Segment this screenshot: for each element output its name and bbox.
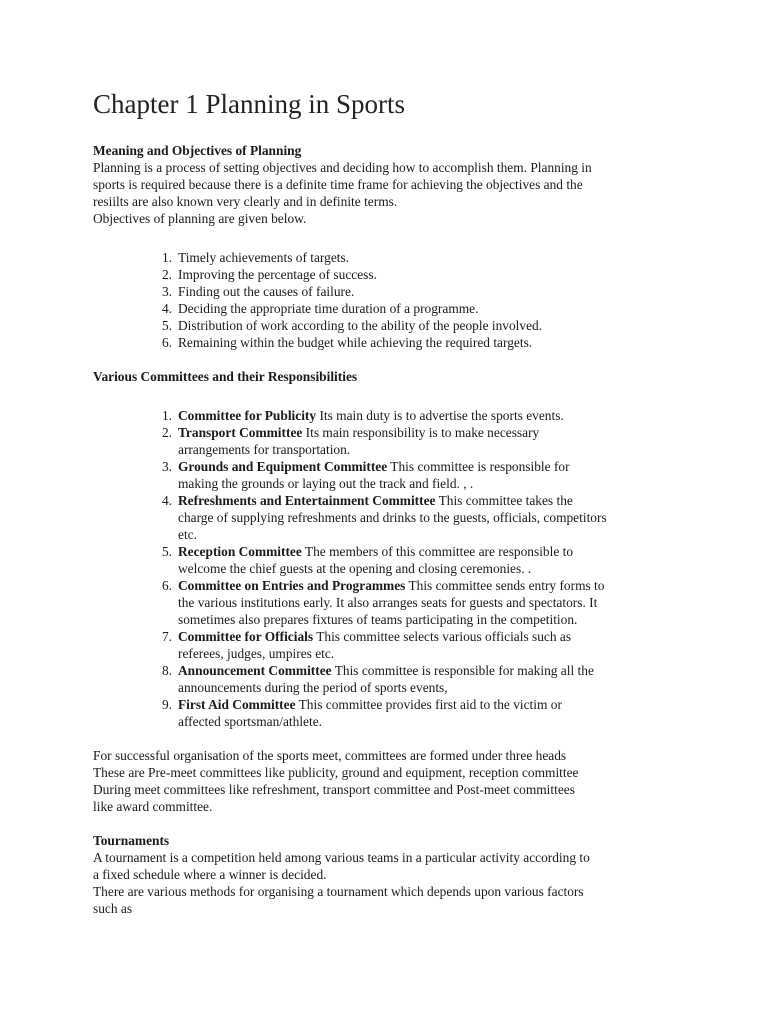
committee-desc: sometimes also prepares fixtures of teams participating in the competition. bbox=[178, 612, 578, 627]
committee-desc: This committee is responsible for making all the bbox=[331, 663, 594, 678]
committee-desc: welcome the chief guests at the opening and closing ceremonies. . bbox=[178, 561, 532, 576]
list-item bbox=[93, 577, 683, 628]
list-number: 5. bbox=[161, 318, 172, 333]
list-item-text: Deciding the appropriate time duration of a programme. bbox=[178, 301, 479, 316]
committees-list bbox=[93, 407, 683, 730]
committee-desc: This committee provides first aid to the victim or bbox=[295, 697, 562, 712]
paragraph-tournaments bbox=[93, 849, 683, 917]
list-item bbox=[93, 543, 683, 577]
text-line: Planning is a process of setting objectives and deciding how to accomplish them. Planning in bbox=[93, 160, 592, 175]
text-line: During meet committees like refreshment, transport committee and Post-meet committees bbox=[93, 782, 575, 797]
list-item-text: Distribution of work according to the ability of the people involved. bbox=[178, 318, 543, 333]
committee-desc: the various institutions early. It also arranges seats for guests and spectators. It bbox=[178, 595, 598, 610]
list-number: 4. bbox=[161, 493, 172, 508]
list-number: 2. bbox=[161, 267, 172, 282]
committee-name: First Aid Committee bbox=[178, 697, 296, 712]
page-title: Chapter 1 Planning in Sports bbox=[93, 89, 405, 119]
list-number: 6. bbox=[161, 578, 172, 593]
list-number: 5. bbox=[161, 544, 172, 559]
list-number: 1. bbox=[161, 408, 172, 423]
committee-desc: Its main responsibility is to make necessary bbox=[302, 425, 540, 440]
list-number: 7. bbox=[161, 629, 172, 644]
section-heading: Meaning and Objectives of Planning bbox=[93, 143, 302, 158]
committee-desc: charge of supplying refreshments and drinks to the guests, officials, competitors bbox=[178, 510, 607, 525]
list-item-text: Remaining within the budget while achieving the required targets. bbox=[178, 335, 533, 350]
committee-desc: This committee sends entry forms to bbox=[405, 578, 605, 593]
committee-desc: This committee is responsible for bbox=[387, 459, 570, 474]
committee-desc: affected sportsman/athlete. bbox=[178, 714, 323, 729]
committee-desc: arrangements for transportation. bbox=[178, 442, 351, 457]
list-item-text: Timely achievements of targets. bbox=[178, 250, 350, 265]
section-planning-meaning bbox=[93, 142, 683, 351]
committee-name: Grounds and Equipment Committee bbox=[178, 459, 388, 474]
committee-desc: announcements during the period of sports events, bbox=[178, 680, 448, 695]
committee-name: Committee for Officials bbox=[178, 629, 314, 644]
text-line: For successful organisation of the sports meet, committees are formed under three heads bbox=[93, 748, 567, 763]
list-item bbox=[93, 628, 683, 662]
text-line: A tournament is a competition held among various teams in a particular activity according to bbox=[93, 850, 590, 865]
committee-name: Committee for Publicity bbox=[178, 408, 317, 423]
committee-desc: This committee selects various officials such as bbox=[313, 629, 572, 644]
section-heading: Tournaments bbox=[93, 833, 170, 848]
committee-name: Announcement Committee bbox=[178, 663, 332, 678]
text-line: There are various methods for organising a tournament which depends upon various factors bbox=[93, 884, 584, 899]
list-item bbox=[93, 696, 683, 730]
committee-name: Reception Committee bbox=[178, 544, 302, 559]
list-number: 8. bbox=[161, 663, 172, 678]
list-number: 6. bbox=[161, 335, 172, 350]
committee-desc: Its main duty is to advertise the sports events. bbox=[316, 408, 564, 423]
text-line: a fixed schedule where a winner is decided. bbox=[93, 867, 327, 882]
list-number: 9. bbox=[161, 697, 172, 712]
section-tournaments bbox=[93, 832, 683, 917]
list-item bbox=[93, 334, 683, 351]
list-item-text: Improving the percentage of success. bbox=[178, 267, 377, 282]
list-item bbox=[93, 300, 683, 317]
objectives-list bbox=[93, 249, 683, 351]
text-line: like award committee. bbox=[93, 799, 213, 814]
committee-name: Committee on Entries and Programmes bbox=[178, 578, 406, 593]
list-number: 3. bbox=[161, 459, 172, 474]
list-item bbox=[93, 492, 683, 543]
list-item bbox=[93, 266, 683, 283]
text-line: sports is required because there is a definite time frame for achieving the objectives and the bbox=[93, 177, 583, 192]
section-committees bbox=[93, 368, 683, 815]
committee-desc: This committee takes the bbox=[435, 493, 573, 508]
list-item bbox=[93, 249, 683, 266]
list-item bbox=[93, 662, 683, 696]
section-heading: Various Committees and their Responsibilities bbox=[93, 369, 358, 384]
committee-name: Transport Committee bbox=[178, 425, 303, 440]
list-number: 3. bbox=[161, 284, 172, 299]
list-number: 4. bbox=[161, 301, 172, 316]
committee-desc: The members of this committee are responsible to bbox=[301, 544, 574, 559]
text-line: Objectives of planning are given below. bbox=[93, 211, 307, 226]
document-page bbox=[93, 84, 683, 917]
list-item-text: Finding out the causes of failure. bbox=[178, 284, 355, 299]
text-line: These are Pre-meet committees like publicity, ground and equipment, reception committee bbox=[93, 765, 579, 780]
text-line: resiilts are also known very clearly and in definite terms. bbox=[93, 194, 398, 209]
list-number: 2. bbox=[161, 425, 172, 440]
text-line: such as bbox=[93, 901, 133, 916]
list-item bbox=[93, 407, 683, 424]
committee-desc: etc. bbox=[178, 527, 197, 542]
list-number: 1. bbox=[161, 250, 172, 265]
paragraph-planning bbox=[93, 159, 683, 227]
list-item bbox=[93, 424, 683, 458]
list-item bbox=[93, 317, 683, 334]
paragraph-committee-heads bbox=[93, 747, 683, 815]
committee-desc: referees, judges, umpires etc. bbox=[178, 646, 335, 661]
list-item bbox=[93, 283, 683, 300]
committee-name: Refreshments and Entertainment Committee bbox=[178, 493, 436, 508]
committee-desc: making the grounds or laying out the track and field. , . bbox=[178, 476, 474, 491]
list-item bbox=[93, 458, 683, 492]
